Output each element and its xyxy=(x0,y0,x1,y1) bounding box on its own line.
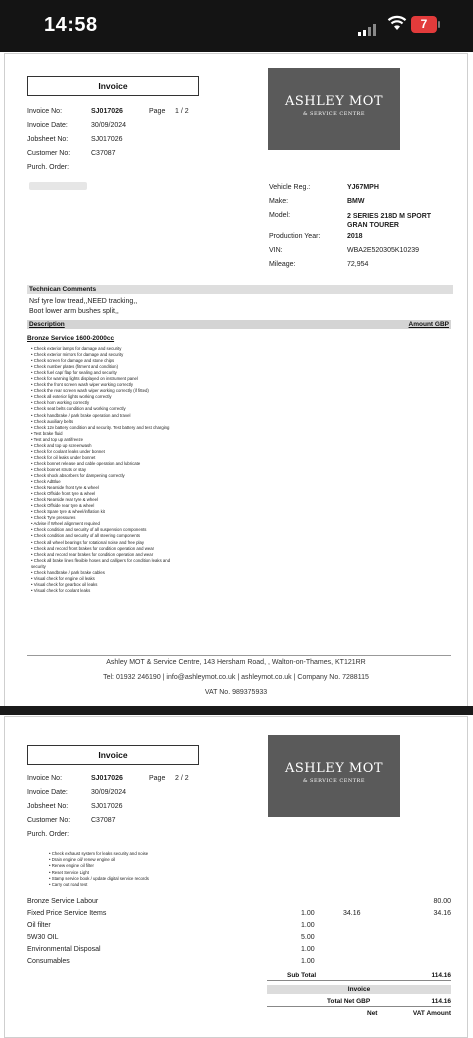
invoice-date-label: Invoice Date: xyxy=(27,789,68,796)
purch-order-label: Purch. Order: xyxy=(27,164,70,171)
checklist-item: • Check number plates (fitment and condition) xyxy=(31,364,119,370)
checklist-item: • Check the rear screen wash wiper working correctly (if fitted) xyxy=(31,388,149,394)
footer-vat: VAT No. 989375933 xyxy=(204,689,268,696)
invoice-no-label: Invoice No: xyxy=(27,775,63,782)
checklist-item: • Check seat belts condition and working correctly xyxy=(31,406,126,412)
checklist-item: • Check exterior mirrors for damage and security xyxy=(31,352,124,358)
mileage-label: Mileage: xyxy=(269,261,296,268)
jobsheet-no-value: SJ017026 xyxy=(91,136,123,143)
checklist-item: • Check Tyre pressures xyxy=(31,515,76,521)
customer-no-label: Customer No: xyxy=(27,817,71,824)
checklist-item: • Check and record front brakes for condition operation and wear xyxy=(31,545,155,551)
checklist-item: • Renew engine oil filter xyxy=(49,863,94,869)
line-item-row xyxy=(27,934,451,944)
company-subtitle: & SERVICE CENTRE xyxy=(303,111,365,117)
technician-comment: Nsf tyre low tread,,NEED tracking,, xyxy=(29,298,138,305)
checklist-item: • Check auxiliary belts xyxy=(31,418,74,424)
make-value: BMW xyxy=(347,198,365,205)
sub-total-label: Sub Total xyxy=(287,972,317,979)
footer-divider xyxy=(27,655,451,656)
line-qty: 1.00 xyxy=(301,922,315,929)
page-label: Page xyxy=(149,775,166,782)
line-item-row xyxy=(27,958,451,968)
page-number: 2 / 2 xyxy=(175,775,189,782)
service-checklist xyxy=(31,346,271,594)
wifi-icon xyxy=(387,15,407,31)
invoice-no-value: SJ017026 xyxy=(91,775,123,782)
checklist-item: • Test brake fluid xyxy=(31,430,63,436)
checklist-item: • Check all exterior lights working correctly xyxy=(31,394,112,400)
customer-no-value: C37087 xyxy=(91,817,116,824)
production-year-value: 2018 xyxy=(347,233,363,240)
purch-order-label: Purch. Order: xyxy=(27,831,70,838)
sub-total-value: 114.16 xyxy=(431,972,451,979)
line-item-row xyxy=(27,946,451,956)
total-net-value: 114.16 xyxy=(431,998,451,1005)
checklist-item: • Check bonnet struts or stay xyxy=(31,466,87,472)
checklist-item: • Check Offside front tyre & wheel xyxy=(31,491,96,497)
vat-amount-label: VAT Amount xyxy=(412,1010,451,1017)
invoice-page-1 xyxy=(4,53,468,707)
checklist-item: • Visual check for engine oil leaks xyxy=(31,575,95,581)
checklist-item: • Visual check for gearbox oil leaks xyxy=(31,581,98,587)
amount-label: Amount GBP xyxy=(408,321,449,328)
checklist-item: • Check for warning lights displayed on instrument panel xyxy=(31,376,138,382)
vehicle-reg-label: Vehicle Reg.: xyxy=(269,184,311,191)
checklist-item: • Check and top up screenwash xyxy=(31,442,92,448)
checklist-item: • Check for coolant leaks under bonnet xyxy=(31,448,105,454)
checklist-item: • Check shock absorbers for dampening correctly xyxy=(31,472,125,478)
invoice-heading: Invoice xyxy=(27,76,199,96)
checklist-item: • Check screen for damage and stone chips xyxy=(31,358,115,364)
line-desc: Oil filter xyxy=(27,922,51,929)
sub-total-row xyxy=(267,971,451,981)
checklist-item: • Check exhaust system for leaks security and noise xyxy=(49,851,149,856)
mileage-value: 72,954 xyxy=(347,261,369,268)
line-item-row xyxy=(27,910,451,920)
checklist-item: • Check exterior lamps for damage and security xyxy=(31,346,122,351)
checklist-item: • Check all brake lines flexible hoses and callipers for condition leaks and xyxy=(31,557,171,563)
vin-label: VIN: xyxy=(269,247,283,254)
checklist-item: • Check all wheel bearings for rotational noise and free play xyxy=(31,539,145,545)
checklist-item: • Check bonnet release and cable operation and lubricate xyxy=(31,460,141,466)
total-net-row xyxy=(267,997,451,1007)
invoice-date-value: 30/09/2024 xyxy=(91,122,127,129)
invoice-totals-header: Invoice xyxy=(267,985,451,994)
line-amount: 34.16 xyxy=(433,910,451,917)
invoice-no-label: Invoice No: xyxy=(27,108,63,115)
clock: 14:58 xyxy=(44,14,98,36)
line-qty: 1.00 xyxy=(301,910,315,917)
customer-no-value: C37087 xyxy=(91,150,116,157)
company-logo xyxy=(268,735,400,817)
total-net-label: Total Net GBP xyxy=(327,998,371,1005)
line-qty: 1.00 xyxy=(301,946,315,953)
line-item-row xyxy=(27,898,451,908)
checklist-item: • Visual check for coolant leaks xyxy=(31,587,91,593)
redacted-customer-name xyxy=(29,182,87,190)
checklist-item: • Drain engine oil/ renew engine oil xyxy=(49,857,116,863)
technician-comment: Boot lower arm bushes split,, xyxy=(29,308,119,315)
company-logo xyxy=(268,68,400,150)
jobsheet-no-label: Jobsheet No: xyxy=(27,136,69,143)
customer-no-label: Customer No: xyxy=(27,150,71,157)
line-item-row xyxy=(27,922,451,932)
line-desc: Fixed Price Service Items xyxy=(27,910,107,917)
cellular-signal-icon xyxy=(358,18,378,36)
footer-contact: Tel: 01932 246190 | info@ashleymot.co.uk | ashleymot.co.uk | Company No. 7288115 xyxy=(103,674,369,681)
vat-header-row xyxy=(267,1009,451,1018)
checklist-item: • Stamp service book / update digital service records xyxy=(49,875,149,881)
description-header xyxy=(27,320,451,329)
checklist-item: • Check condition and security of all suspension components xyxy=(31,527,147,533)
vin-value: WBA2E520305K10239 xyxy=(347,247,419,254)
invoice-date-label: Invoice Date: xyxy=(27,122,68,129)
page-label: Page xyxy=(149,108,166,115)
technician-comments-header: Technican Comments xyxy=(27,285,453,294)
checklist-item: • Check horn working correctly xyxy=(31,400,90,406)
checklist-item: • Check handbrake / park brake operation and travel xyxy=(31,412,131,418)
company-name: ASHLEY MOT xyxy=(284,761,384,776)
checklist-item: • Check 12v battery condition and security. Test battery and test charging xyxy=(31,424,170,430)
line-desc: Bronze Service Labour xyxy=(27,898,99,905)
net-label: Net xyxy=(367,1010,378,1017)
checklist-item: • Check Spare tyre & wheel/inflation kit xyxy=(31,509,105,515)
checklist-item: • Advise if Wheel alignment required xyxy=(31,521,100,527)
jobsheet-no-label: Jobsheet No: xyxy=(27,803,69,810)
page-number: 1 / 2 xyxy=(175,108,189,115)
production-year-label: Production Year: xyxy=(269,233,321,240)
checklist-item: • Test and top up antifreeze xyxy=(31,436,84,442)
invoice-page-2 xyxy=(4,716,468,1038)
checklist-item: • Check Nearside rear tyre & wheel xyxy=(31,497,98,503)
checklist-item: • Check for oil leaks under bonnet xyxy=(31,454,96,460)
checklist-item: • Check condition and security of all steering components xyxy=(31,533,140,539)
checklist-item: • Check and record rear brakes for condition operation and wear xyxy=(31,551,154,557)
line-qty: 5.00 xyxy=(301,934,315,941)
checklist-item: • Check fuel cap/ flap for sealing and security xyxy=(31,370,117,376)
checklist-item: • Check handbrake / park brake cables xyxy=(31,569,105,575)
battery-tip xyxy=(438,21,440,28)
checklist-item: • Check AdBlue xyxy=(31,479,61,485)
line-desc: 5W30 OIL xyxy=(27,934,59,941)
line-desc: Environmental Disposal xyxy=(27,946,101,953)
line-amount: 80.00 xyxy=(433,898,451,905)
jobsheet-no-value: SJ017026 xyxy=(91,803,123,810)
invoice-heading: Invoice xyxy=(27,745,199,765)
description-label: Description xyxy=(29,321,65,328)
model-label: Model: xyxy=(269,212,291,219)
status-bar xyxy=(0,0,473,52)
line-desc: Consumables xyxy=(27,958,70,965)
checklist-item: • Check Nearside front tyre & wheel xyxy=(31,485,99,491)
model-value: 2 SERIES 218D M SPORT GRAN TOURER xyxy=(347,213,432,229)
vehicle-reg-value: YJ67MPH xyxy=(347,184,379,191)
battery-icon: 7 xyxy=(411,16,437,33)
checklist-item: • Check Offside rear tyre & wheel xyxy=(31,503,95,509)
service-section-title: Bronze Service 1600-2000cc xyxy=(27,335,115,342)
checklist-item: • Reset Service Light xyxy=(49,869,89,875)
make-label: Make: xyxy=(269,198,289,205)
invoice-no-value: SJ017026 xyxy=(91,108,123,115)
service-checklist xyxy=(49,851,149,888)
checklist-item: • Carry out road test xyxy=(49,882,88,888)
checklist-item: security xyxy=(31,563,46,569)
company-name: ASHLEY MOT xyxy=(284,94,384,109)
page-gap xyxy=(0,706,473,715)
footer-address: Ashley MOT & Service Centre, 143 Hersham Road, , Walton-on-Thames, KT121RR xyxy=(106,659,366,666)
invoice-date-value: 30/09/2024 xyxy=(91,789,127,796)
company-subtitle: & SERVICE CENTRE xyxy=(303,778,365,784)
line-price: 34.16 xyxy=(343,910,361,917)
checklist-item: • Check the front screen wash wiper working correctly xyxy=(31,382,134,388)
line-qty: 1.00 xyxy=(301,958,315,965)
